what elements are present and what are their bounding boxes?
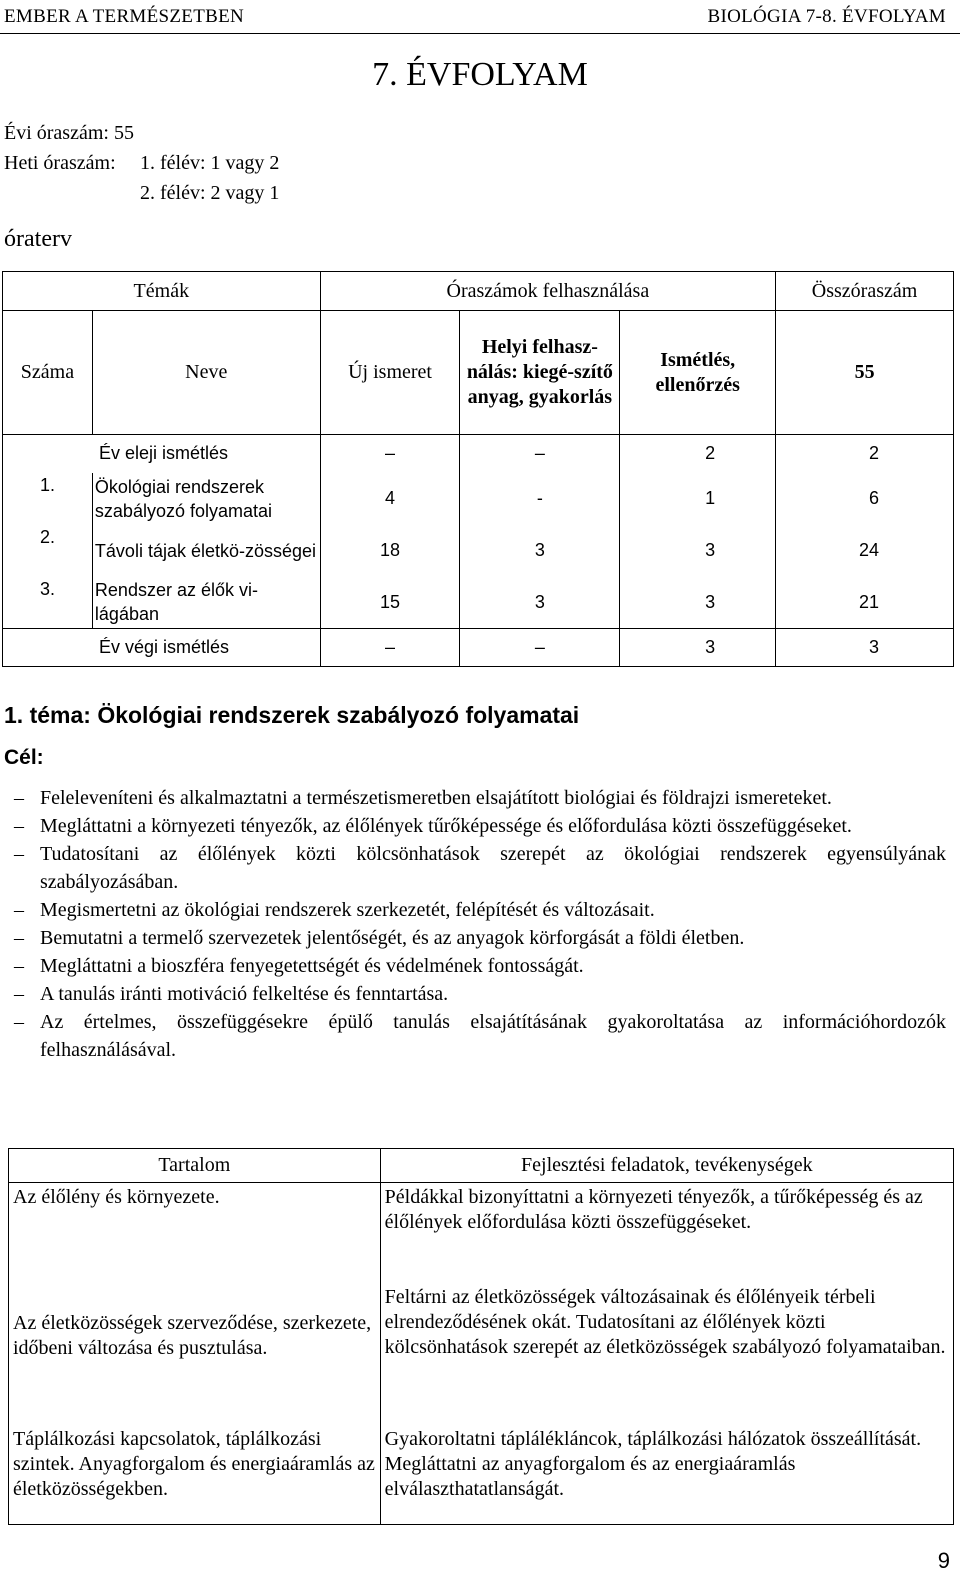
row-new: 15: [320, 577, 460, 629]
goal-text: Megismertetni az ökológiai rendszerek szerkezetét, felépítését és változásait.: [40, 899, 655, 921]
hours-row: [3, 435, 954, 473]
row-name: Távoli tájak életkö-zösségei: [92, 525, 320, 577]
content-cell: Az élőlény és környezete.: [9, 1183, 381, 1283]
goal-item: [0, 896, 960, 924]
row-new: 18: [320, 525, 460, 577]
row-review: 3: [620, 525, 776, 577]
goal-text: A tanulás iránti motiváció felkeltése és fenntartása.: [40, 983, 449, 1005]
tasks-header: Fejlesztési feladatok, tevékenységek: [380, 1149, 953, 1183]
weekly-hours-sem1: 1. félév: 1 vagy 2: [140, 152, 280, 174]
dash-bullet: –: [14, 843, 24, 865]
goal-item: [0, 840, 960, 896]
header-rule: [0, 33, 960, 34]
oraterv-title: óraterv: [4, 226, 72, 252]
goal-item: [0, 980, 960, 1008]
goal-label: Cél:: [4, 746, 44, 769]
row-local: –: [460, 435, 620, 473]
row-new: –: [320, 435, 460, 473]
goal-item: [0, 924, 960, 952]
running-header-left: EMBER A TERMÉSZETBEN: [4, 6, 245, 27]
hours-row: [3, 629, 954, 667]
running-header-right: BIOLÓGIA 7-8. ÉVFOLYAM: [707, 6, 946, 27]
content-table: [8, 1148, 954, 1525]
goal-item: [0, 784, 960, 812]
row-total: 24: [776, 525, 954, 577]
row-review: 3: [620, 577, 776, 629]
new-knowledge-header: Új ismeret: [320, 311, 460, 435]
total-hours-value: 55: [776, 311, 954, 435]
usage-header: Óraszámok felhasználása: [320, 272, 775, 311]
hours-row: [3, 525, 954, 577]
tasks-cell: Feltárni az életközösségek változásainak és élőlényeik térbeli elrendeződésének okát. Tudatosítani az élőlények közti kölcsönhatások szerepét az életközösségek szabályozó folyamataiban.: [380, 1283, 953, 1413]
dash-bullet: –: [14, 1011, 24, 1033]
row-total: 3: [776, 629, 954, 667]
hours-row: [3, 577, 954, 629]
dash-bullet: –: [14, 955, 24, 977]
content-row: [9, 1413, 954, 1525]
total-header: Összóraszám: [776, 272, 954, 311]
row-new: –: [320, 629, 460, 667]
goal-text: Megláttatni a környezeti tényezők, az élőlények tűrőképessége és előfordulása közti összefüggéseket.: [40, 815, 852, 837]
topics-header: Témák: [3, 272, 321, 311]
row-local: –: [460, 629, 620, 667]
row-total: 21: [776, 577, 954, 629]
goal-text: Tudatosítani az élőlények közti kölcsönhatások szerepét az ökológiai rendszerek egyensúlyának szabályozásában.: [40, 843, 946, 893]
row-total: 2: [776, 435, 954, 473]
number-header: Száma: [3, 311, 93, 435]
row-total: 6: [776, 473, 954, 525]
row-new: 4: [320, 473, 460, 525]
row-name: Év eleji ismétlés: [3, 435, 321, 473]
hours-table: [2, 271, 954, 667]
row-local: 3: [460, 577, 620, 629]
content-row: [9, 1283, 954, 1413]
tasks-cell: Gyakoroltatni táplálékláncok, táplálkozási hálózatok összeállítását. Megláttatni az anyagforgalom és az energiaáramlás elválaszthatatlanságát.: [380, 1413, 953, 1525]
goal-text: Megláttatni a bioszféra fenyegetettségét és védelmének fontosságát.: [40, 955, 584, 977]
weekly-hours-sem2: 2. félév: 2 vagy 1: [140, 182, 280, 204]
page-number: 9: [937, 1548, 950, 1573]
content-cell: Táplálkozási kapcsolatok, táplálkozási szintek. Anyagforgalom és energiaáramlás az életközösségekben.: [9, 1413, 381, 1525]
row-review: 3: [620, 629, 776, 667]
goal-text: Bemutatni a termelő szervezetek jelentőségét, és az anyagok körforgását a földi életben.: [40, 927, 745, 949]
content-cell: Az életközösségek szerveződése, szerkezete, időbeni változása és pusztulása.: [9, 1283, 381, 1413]
row-review: 1: [620, 473, 776, 525]
review-header: Ismétlés, ellenőrzés: [620, 311, 776, 435]
dash-bullet: –: [14, 899, 24, 921]
row-local: -: [460, 473, 620, 525]
row-number: 1.: [3, 473, 93, 525]
goal-item: [0, 952, 960, 980]
dash-bullet: –: [14, 927, 24, 949]
row-number: 3.: [3, 577, 93, 629]
row-name: Év végi ismétlés: [3, 629, 321, 667]
topic-heading: 1. téma: Ökológiai rendszerek szabályozó folyamatai: [4, 702, 580, 728]
name-header: Neve: [92, 311, 320, 435]
tasks-cell: Példákkal bizonyíttatni a környezeti tényezők, a tűrőképesség és az élőlények előfordulása közti összefüggéseket.: [380, 1183, 953, 1283]
annual-hours: Évi óraszám: 55: [4, 122, 134, 144]
row-name: Ökológiai rendszerek szabályozó folyamatai: [92, 473, 320, 525]
goal-text: Az értelmes, összefüggésekre épülő tanulás elsajátításának gyakoroltatása az információhordozók felhasználásával.: [40, 1011, 946, 1061]
dash-bullet: –: [14, 787, 24, 809]
row-number: 2.: [3, 525, 93, 577]
dash-bullet: –: [14, 983, 24, 1005]
local-usage-header: Helyi felhasz-nálás: kiegé-szítő anyag, gyakorlás: [460, 311, 620, 435]
content-row: [9, 1183, 954, 1283]
dash-bullet: –: [14, 815, 24, 837]
row-name: Rendszer az élők vi-lágában: [92, 577, 320, 629]
content-header: Tartalom: [9, 1149, 381, 1183]
weekly-hours-label: Heti óraszám:: [4, 152, 116, 174]
goal-list: [0, 784, 960, 1064]
page-title: 7. ÉVFOLYAM: [372, 56, 588, 93]
row-local: 3: [460, 525, 620, 577]
hours-row: [3, 473, 954, 525]
row-review: 2: [620, 435, 776, 473]
goal-item: [0, 1008, 960, 1064]
goal-text: Feleleveníteni és alkalmaztatni a természetismeretben elsajátított biológiai és földrajzi ismereteket.: [40, 787, 832, 809]
goal-item: [0, 812, 960, 840]
